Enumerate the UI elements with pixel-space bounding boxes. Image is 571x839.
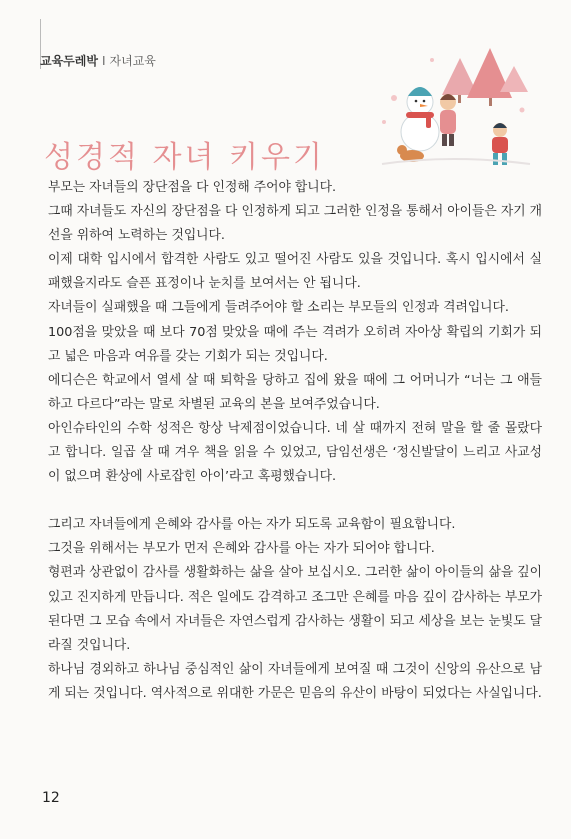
tree-trunk bbox=[458, 95, 461, 103]
snowman-eye bbox=[415, 100, 418, 103]
child-leg bbox=[449, 134, 454, 146]
tree-shape bbox=[500, 66, 528, 92]
child-coat bbox=[440, 110, 456, 134]
header-separator: I bbox=[101, 54, 106, 68]
article-body bbox=[48, 176, 542, 706]
page-number: 12 bbox=[42, 790, 60, 806]
dog-head bbox=[397, 145, 407, 155]
paragraph: 형편과 상관없이 감사를 생활화하는 삶을 살아 보십시오. 그러한 삶이 아이들의 삶을 깊이 있고 진지하게 만듭니다. 적은 일에도 감격하고 조그만 은혜를 마음 깊이 감사하는 부모가 된다면 그 모습 속에서 자녀들은 자연스럽게 감사하는 생활이 되고 세상을 보는 눈빛도 달라질 것입니다. bbox=[48, 565, 542, 653]
page-title: 성경적 자녀 키우기 bbox=[44, 140, 325, 176]
boy-leg bbox=[493, 153, 498, 165]
child-leg bbox=[442, 134, 447, 146]
paragraph: 하나님 경외하고 하나님 중심적인 삶이 자녀들에게 보여질 때 그것이 신앙의 유산으로 남게 되는 것입니다. 역사적으로 위대한 가문은 믿음의 유산이 바탕이 되었다는 사실입니다. bbox=[48, 661, 542, 701]
snowman-scarf-tail bbox=[426, 114, 431, 128]
header-subsection: 자녀교육 bbox=[109, 54, 156, 68]
snowman-eye bbox=[423, 100, 426, 103]
boy-hat bbox=[493, 123, 507, 128]
paragraph: 100점을 맞았을 때 보다 70점 맞았을 때에 주는 격려가 오히려 자아상 확립의 기회가 되고 넓은 마음과 여유를 갖는 기회가 되는 것입니다. bbox=[48, 324, 542, 364]
tree-trunk bbox=[489, 98, 492, 106]
paragraph: 에디슨은 학교에서 열세 살 때 퇴학을 당하고 집에 왔을 때에 그 어머니가 “너는 그 애들하고 다르다”라는 말로 차별된 교육의 본을 보여주었습니다. bbox=[48, 372, 542, 412]
header-section: 교육두레박 bbox=[40, 54, 98, 68]
boy-coat bbox=[492, 137, 508, 153]
paragraph: 이제 대학 입시에서 합격한 사람도 있고 떨어진 사람도 있을 것입니다. 혹시 입시에서 실패했을지라도 슬픈 표정이나 눈치를 보여서는 안 됩니다. bbox=[48, 252, 542, 292]
snowflake-dot bbox=[520, 108, 525, 113]
paragraph: 자녀들이 실패했을 때 그들에게 들려주어야 할 소리는 부모들의 인정과 격려입니다. bbox=[48, 300, 509, 316]
running-header bbox=[40, 52, 156, 69]
boy-leg bbox=[502, 153, 507, 165]
paragraph: 부모는 자녀들의 장단점을 다 인정해 주어야 합니다. bbox=[48, 180, 337, 195]
paragraph: 아인슈타인의 수학 성적은 항상 낙제점이었습니다. 네 살 때까지 전혀 말을 할 줄 몰랐다고 합니다. 일곱 살 때 겨우 책을 읽을 수 있었고, 담임선생은 ‘정신발달이 느리고 사교성이 없으며 환상에 사로잡힌 아이’라고 혹평했습니다. bbox=[48, 420, 542, 485]
paragraph-gap bbox=[48, 489, 542, 513]
paragraph: 그때 자녀들도 자신의 장단점을 다 인정하게 되고 그러한 인정을 통해서 아이들은 자기 개선을 위하여 노력하는 것입니다. bbox=[48, 204, 542, 244]
paragraph: 그것을 위해서는 부모가 먼저 은혜와 감사를 아는 자가 되어야 합니다. bbox=[48, 541, 435, 557]
snowflake-dot bbox=[430, 58, 434, 62]
snowman-body bbox=[401, 113, 439, 151]
snowflake-dot bbox=[391, 95, 397, 101]
paragraph: 그리고 자녀들에게 은혜와 감사를 아는 자가 되도록 교육함이 필요합니다. bbox=[48, 517, 456, 533]
winter-snowman-illustration bbox=[372, 40, 532, 170]
snowman-hat bbox=[408, 87, 432, 96]
snowflake-dot bbox=[382, 120, 386, 124]
